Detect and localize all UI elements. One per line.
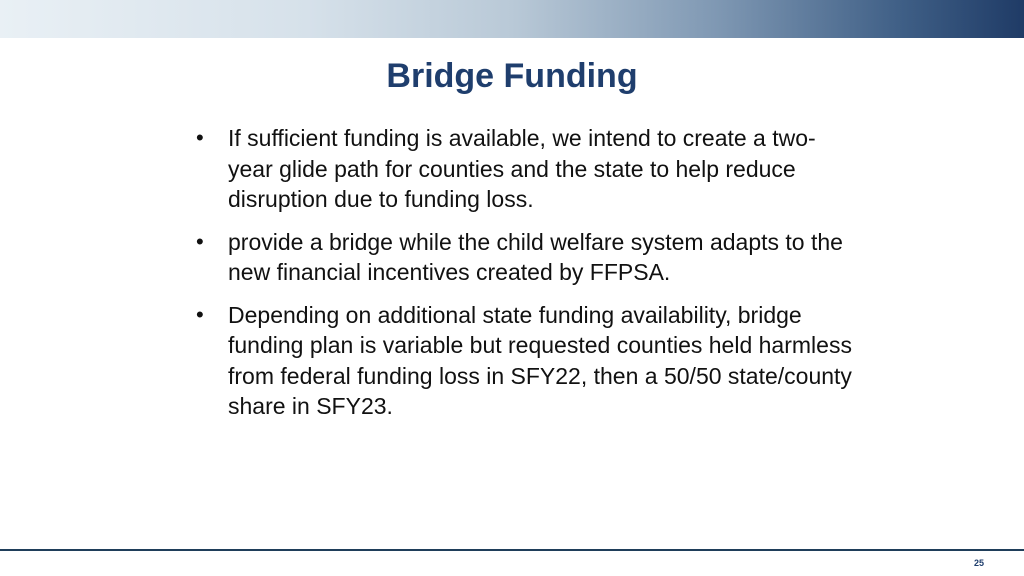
footer-divider bbox=[0, 549, 1024, 551]
bullet-icon: • bbox=[196, 125, 204, 150]
bullet-item bbox=[196, 300, 856, 422]
bullet-item bbox=[196, 227, 856, 288]
slide-title: Bridge Funding bbox=[386, 57, 638, 95]
bullet-text: If sufficient funding is available, we intend to create a two-year glide path for counties and the state to help reduce disruption due to funding loss. bbox=[228, 125, 816, 212]
bullet-icon: • bbox=[196, 301, 204, 327]
page-number: 25 bbox=[973, 558, 984, 568]
top-banner bbox=[0, 0, 1024, 38]
bullet-icon: • bbox=[196, 228, 204, 254]
bullet-item bbox=[196, 123, 856, 215]
bullet-text: provide a bridge while the child welfare system adapts to the new financial incentives created by FFPSA. bbox=[228, 228, 843, 285]
bullet-list bbox=[196, 123, 856, 434]
bullet-text: Depending on additional state funding availability, bridge funding plan is variable but requested counties held harmless from federal funding loss in SFY22, then a 50/50 state/county share in SFY23. bbox=[228, 301, 852, 419]
